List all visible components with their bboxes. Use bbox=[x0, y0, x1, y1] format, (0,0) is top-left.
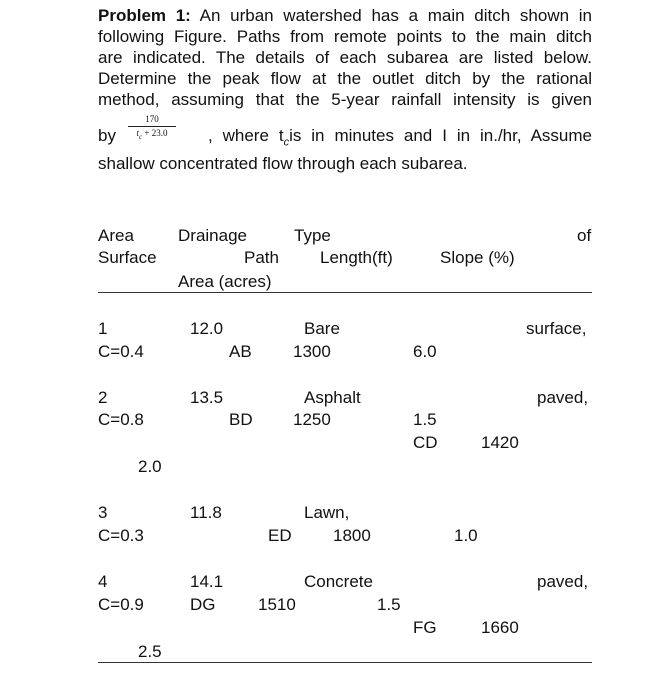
row4-c: C=0.9 bbox=[98, 595, 144, 614]
row1-type2: surface, bbox=[526, 319, 587, 338]
row1-area: 1 bbox=[98, 319, 108, 338]
row2-c: C=0.8 bbox=[98, 410, 144, 429]
row4-area: 4 bbox=[98, 572, 108, 591]
row3-area: 3 bbox=[98, 503, 108, 522]
fraction-bar bbox=[128, 126, 176, 127]
row2-area: 2 bbox=[98, 388, 108, 407]
row3-c: C=0.3 bbox=[98, 526, 144, 545]
header-of: of bbox=[577, 226, 592, 245]
formula-denominator: $t_c + 23.0$ bbox=[136, 128, 168, 141]
problem-statement bbox=[98, 5, 592, 174]
row1-path: AB bbox=[229, 342, 252, 361]
row4-length: 1510 bbox=[258, 595, 296, 614]
row3-type: Lawn, bbox=[304, 503, 350, 522]
header-slope: Slope (%) bbox=[440, 248, 515, 267]
row3-acres: 11.8 bbox=[190, 503, 222, 522]
row4-type: Concrete bbox=[304, 572, 373, 591]
row2-path2: CD bbox=[413, 433, 438, 452]
problem-line-6: by , where $t_cis$ in minutes and I in in./hr, Assume bbox=[98, 126, 592, 149]
header-area: Area bbox=[98, 226, 134, 245]
row4-length2: 1660 bbox=[481, 618, 519, 637]
row2-length: 1250 bbox=[293, 410, 331, 429]
row1-slope: 6.0 bbox=[413, 342, 437, 361]
problem-line-7: shallow concentrated flow through each subarea. bbox=[98, 154, 468, 174]
problem-line-4: Determine the peak flow at the outlet ditch by the rational bbox=[98, 69, 592, 88]
row2-length2: 1420 bbox=[481, 433, 519, 452]
header-area-acres: Area (acres) bbox=[178, 272, 272, 291]
problem-line-5: method, assuming that the 5-year rainfall intensity is given bbox=[98, 90, 592, 109]
table-bottom-rule bbox=[98, 662, 592, 663]
row1-length: 1300 bbox=[293, 342, 331, 361]
row3-slope: 1.0 bbox=[454, 526, 478, 545]
row4-slope2: 2.5 bbox=[138, 642, 162, 661]
header-drainage: Drainage bbox=[178, 226, 247, 245]
problem-line-3: are indicated. The details of each subarea are listed below. bbox=[98, 48, 592, 67]
header-rule bbox=[98, 292, 592, 293]
row1-c: C=0.4 bbox=[98, 342, 144, 361]
problem-label: Problem 1: bbox=[98, 6, 191, 25]
row4-acres: 14.1 bbox=[190, 572, 224, 591]
problem-line-2: following Figure. Paths from remote points to the main ditch bbox=[98, 27, 592, 46]
header-surface: Surface bbox=[98, 248, 157, 267]
header-path: Path bbox=[244, 248, 279, 267]
header-type: Type bbox=[294, 226, 331, 245]
formula-numerator: 170 bbox=[145, 114, 159, 124]
row4-path: DG bbox=[190, 595, 216, 614]
row3-path: ED bbox=[268, 526, 292, 545]
row2-type2: paved, bbox=[537, 388, 589, 407]
intensity-formula bbox=[128, 114, 176, 143]
row2-acres: 13.5 bbox=[190, 388, 224, 407]
row4-type2: paved, bbox=[537, 572, 589, 591]
problem-line-1: Problem 1: An urban watershed has a main ditch shown in bbox=[98, 6, 592, 25]
row2-type: Asphalt bbox=[304, 388, 361, 407]
header-length: Length(ft) bbox=[320, 248, 393, 267]
row1-acres: 12.0 bbox=[190, 319, 224, 338]
row4-slope: 1.5 bbox=[377, 595, 401, 614]
row1-type: Bare bbox=[304, 319, 340, 338]
row3-length: 1800 bbox=[333, 526, 371, 545]
row2-slope: 1.5 bbox=[413, 410, 437, 429]
row4-path2: FG bbox=[413, 618, 437, 637]
row2-slope2: 2.0 bbox=[138, 457, 162, 476]
row2-path: BD bbox=[229, 410, 253, 429]
